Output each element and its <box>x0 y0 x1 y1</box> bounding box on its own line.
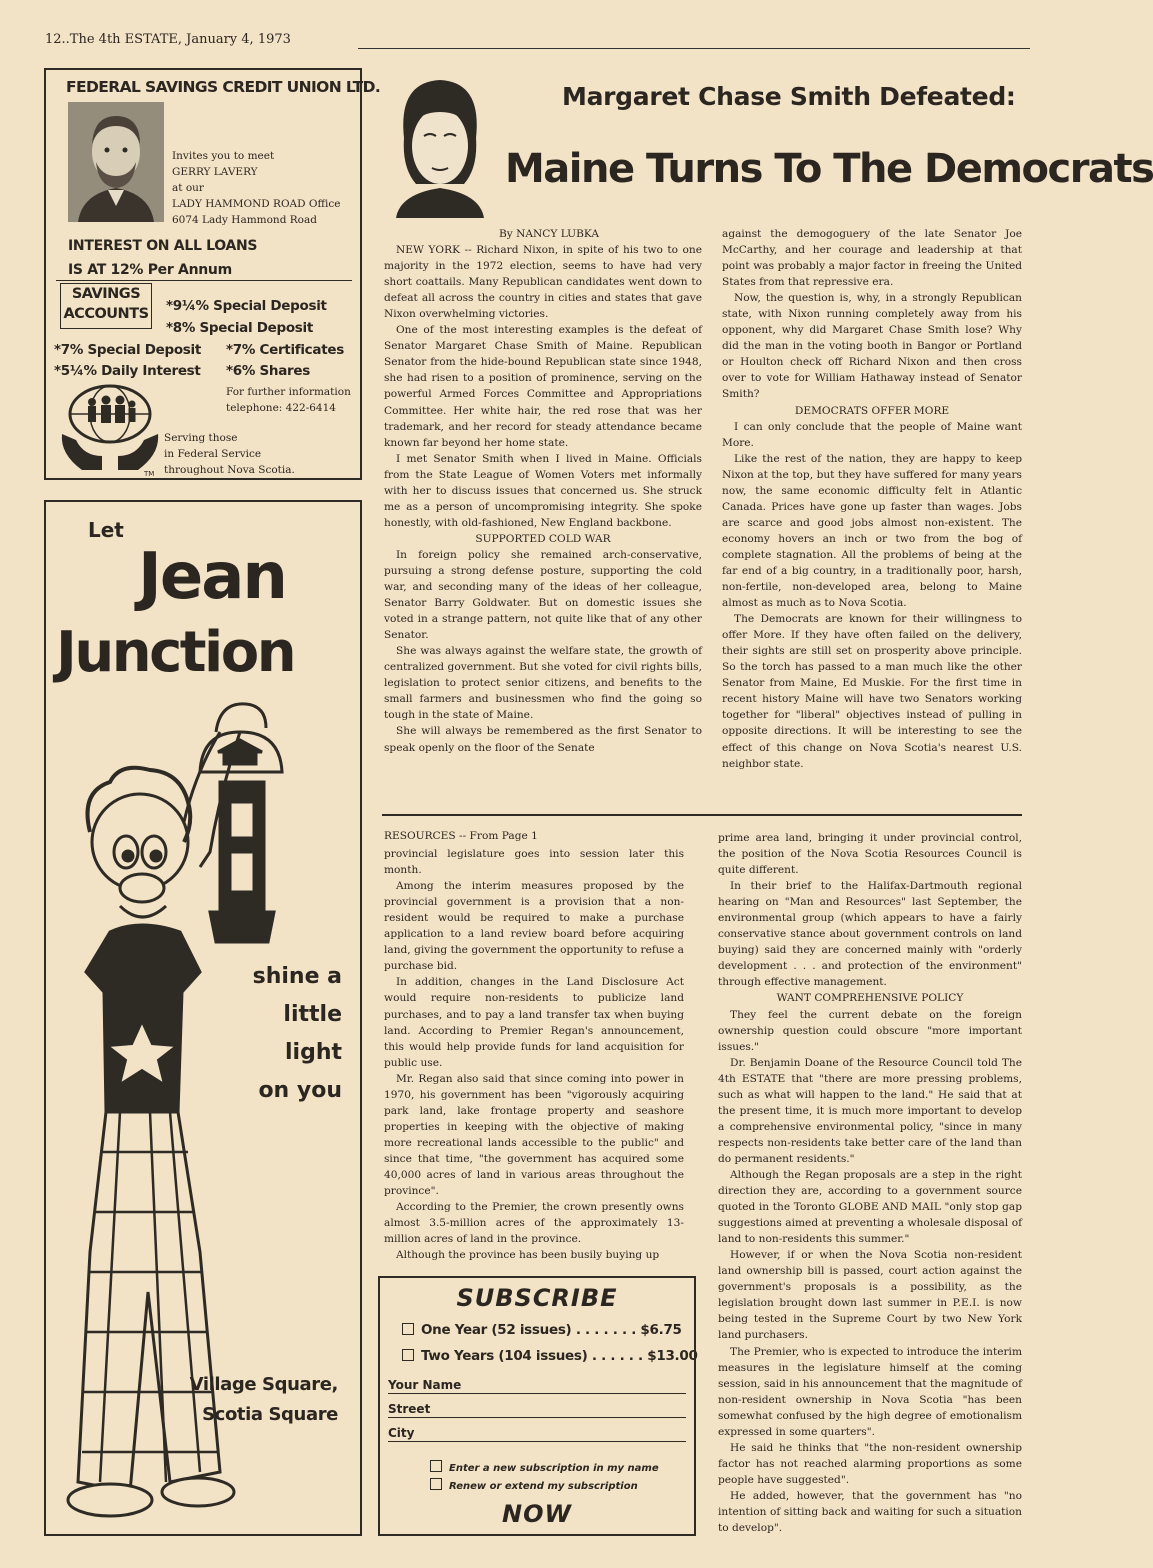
rate-item: *6% Shares <box>226 363 310 379</box>
contact-info <box>226 384 351 416</box>
serving-line: Serving those <box>164 432 238 444</box>
byline: By NANCY LUBKA <box>498 228 600 240</box>
resources-column-2 <box>718 830 1022 1536</box>
article-paragraph: Now, the question is, why, in a strongly Republican state, with Nixon running completely away from his opponent, why did Margaret Chase Smith lose? Why did the man in the voting booth in Bangor or Portland or Houlton check off Richard Nixon and then cross over to vote for William Hathaway instead of Senator Smith? <box>722 292 1022 401</box>
article-paragraph: They feel the current debate on the foreign ownership question could obscure "more important issues." <box>718 1008 1022 1053</box>
serving-line: throughout Nova Scotia. <box>164 464 295 476</box>
rate-item: *8% Special Deposit <box>166 320 314 336</box>
savings-line: SAVINGS <box>71 286 141 302</box>
invite-line: LADY HAMMOND ROAD Office <box>172 198 341 210</box>
rate-item: *5¼% Daily Interest <box>54 363 201 379</box>
tagline-line: little <box>283 1002 342 1027</box>
article-deck: Margaret Chase Smith Defeated: <box>562 82 1016 111</box>
option-label: Two Years (104 issues) . . . . . . $13.00 <box>421 1348 698 1364</box>
option-label: Renew or extend my subscription <box>449 1481 638 1492</box>
article-paragraph: I can only conclude that the people of Maine want More. <box>722 420 1022 449</box>
option-label: One Year (52 issues) . . . . . . . $6.75 <box>421 1322 682 1338</box>
credit-union-ad <box>44 68 381 480</box>
article-paragraph: In foreign policy she remained arch-conservative, pursuing a strong defense posture, supporting the cold war, and seconding many of the ideas of her colleague, Senator Barry Goldwater. But on domestic issues she voted in a strange pattern, not quite like that of any other Senator. <box>384 548 702 642</box>
article-paragraph: She was always against the welfare state, the growth of centralized government. But she voted for civil rights bills, legislation to protect senior citizens, and benefits to the small farmers and businessmen who find the going so tough in the state of Maine. <box>384 645 702 722</box>
savings-accounts-label <box>60 283 152 329</box>
one-year-option[interactable] <box>402 1322 682 1338</box>
article-column-2 <box>722 226 1022 772</box>
invite-line: GERRY LAVERY <box>172 166 258 178</box>
article-paragraph: According to the Premier, the crown presently owns almost 3.5-million acres of the approximately 13-million acres of land in the province. <box>384 1201 684 1246</box>
credit-union-title: FEDERAL SAVINGS CREDIT UNION LTD. <box>66 78 381 96</box>
article-paragraph: He said he thinks that "the non-resident ownership factor has not reached alarming proportions as some people have suggested". <box>718 1441 1022 1486</box>
portrait-man-icon <box>68 102 164 222</box>
rate-item: *7% Certificates <box>226 342 344 358</box>
address-line: Scotia Square <box>202 1404 338 1425</box>
ad-tagline <box>253 958 342 1110</box>
renew-subscription-option[interactable] <box>430 1478 638 1492</box>
article-headline: Maine Turns To The Democrats <box>505 146 1153 192</box>
ad-address <box>190 1370 338 1430</box>
article-paragraph: She will always be remembered as the first Senator to speak openly on the floor of the Senate <box>384 725 702 754</box>
name-field[interactable]: Your Name <box>388 1378 686 1394</box>
article-paragraph: In addition, changes in the Land Disclosure Act would require non-residents to publicize land purchases, and to pay a land transfer tax when buying land. According to Premier Regan's announcement, this would help provide funds for land acquisition for public use. <box>384 976 684 1069</box>
article-paragraph: The Premier, who is expected to introduce the interim measures in the legislature himself at the coming session, said in his announcement that the magnitude of non-resident ownership in Nova Scotia "has been somewhat confused by the high degree of emotionalism expressed in some quarters". <box>718 1345 1022 1438</box>
jean-junction-ad <box>44 500 362 1536</box>
two-year-checkbox[interactable] <box>402 1349 414 1361</box>
article-paragraph: provincial legislature goes into session later this month. <box>384 848 684 877</box>
option-label: Enter a new subscription in my name <box>449 1463 659 1474</box>
jump-line: RESOURCES -- From Page 1 <box>384 830 538 842</box>
resources-column-1 <box>384 828 684 1263</box>
article-paragraph: prime area land, bringing it under provincial control, the position of the Nova Scotia Resources Council is quite different. <box>718 832 1022 877</box>
serving-text <box>164 430 295 478</box>
article-paragraph: However, if or when the Nova Scotia non-resident land ownership bill is passed, court action against the government's proposals is a possibility, as the legislation brought down last summer in P.E.I. is now being tested in the Supreme Court by two New York land purchasers. <box>718 1249 1022 1342</box>
article-column-1 <box>384 226 702 756</box>
info-line: For further information <box>226 386 351 398</box>
ad-brand-junction: Junction <box>56 620 295 685</box>
section-divider <box>382 814 1022 816</box>
tagline-line: on you <box>258 1078 342 1103</box>
street-field[interactable]: Street <box>388 1402 686 1418</box>
gerry-lavery-photo <box>68 102 164 222</box>
tagline-line: light <box>284 1040 342 1065</box>
interest-line: INTEREST ON ALL LOANS <box>68 238 258 254</box>
article-paragraph: Like the rest of the nation, they are happy to keep Nixon at the top, but they have suffered for many years now, the same economic difficulty felt in Atlantic Canada. Prices have gone up faster than wages. Jobs are scarce and good jobs almost non-existent. The economy hovers an inch or two from the bog of complete stagnation. All the problems of being at the far end of a big country, in a traditionally poor, harsh, non-fertile, non-developed area, belong to Maine almost as much as to Nova Scotia. <box>722 452 1022 610</box>
ad-brand-jean: Jean <box>138 540 286 614</box>
article-subhead: SUPPORTED COLD WAR <box>475 532 611 545</box>
margaret-chase-smith-portrait <box>390 76 490 218</box>
article-paragraph: I met Senator Smith when I lived in Maine. Officials from the State League of Women Voters met informally with her to discuss issues that concerned us. She struck me as a person of uncompromising integrity. She spoke honestly, with old-fashioned, New England backbone. <box>384 452 702 529</box>
article-paragraph: NEW YORK -- Richard Nixon, in spite of his two to one majority in the 1972 election, seems to have had very short coattails. Many Republican candidates went down to defeat all across the country in cities and states that gave Nixon overwhelming victories. <box>384 244 702 321</box>
city-field[interactable]: City <box>388 1426 686 1442</box>
invite-line: 6074 Lady Hammond Road <box>172 214 317 226</box>
two-year-option[interactable] <box>402 1348 698 1364</box>
article-paragraph: He added, however, that the government has "no intention of sitting back and waiting for such a situation to develop". <box>718 1489 1022 1535</box>
trademark-label: TM <box>144 470 155 478</box>
invite-line: Invites you to meet <box>172 150 275 162</box>
subscribe-form <box>378 1276 696 1536</box>
invite-line: at our <box>172 182 204 194</box>
new-subscription-checkbox[interactable] <box>430 1460 442 1472</box>
address-line: Village Square, <box>189 1374 338 1395</box>
savings-line: ACCOUNTS <box>63 306 149 322</box>
new-subscription-option[interactable] <box>430 1460 659 1474</box>
article-subhead: WANT COMPREHENSIVE POLICY <box>776 992 964 1005</box>
article-subhead: DEMOCRATS OFFER MORE <box>794 404 950 417</box>
rate-item: *9¼% Special Deposit <box>166 298 327 314</box>
article-paragraph: The Democrats are known for their willingness to offer More. If they have often failed on the delivery, their sights are still set on prosperity above principle. So the torch has passed to a man much like the other Senator from Maine, Ed Muskie. For the first time in recent history Maine will have two Senators working together for "liberal" objectives instead of pulling in opposite directions. It will be interesting to see the effect of this change on Nova Scotia's nearest U.S. neighbor state. <box>722 613 1022 770</box>
interest-rate-text <box>68 234 257 282</box>
renew-subscription-checkbox[interactable] <box>430 1478 442 1490</box>
header-rule <box>358 48 1030 49</box>
tagline-line: shine a <box>252 964 342 989</box>
article-paragraph: One of the most interesting examples is the defeat of Senator Margaret Chase Smith of Maine. Republican Senator from the hide-bound Republican state since 1948, she had risen to a position of prominence, serving on the powerful Armed Forces Committee and Appropriations Committee. Her white hair, the red rose that was her trademark, and her record for steady attendance became known far beyond her home state. <box>384 324 702 449</box>
invite-text <box>172 148 340 228</box>
rate-item: *7% Special Deposit <box>54 342 202 358</box>
article-paragraph: In their brief to the Halifax-Dartmouth regional hearing on "Man and Resources" last September, the environmental group (which appears to have a fairly conservative stance about government controls on land buying) said they are concerned mainly with "orderly development . . . and protection of the environment" through effective management. <box>718 880 1022 989</box>
subscribe-title: SUBSCRIBE <box>456 1284 618 1312</box>
subscribe-now: NOW <box>502 1500 572 1528</box>
article-paragraph: Dr. Benjamin Doane of the Resource Council told The 4th ESTATE that "there are more pressing problems, such as what will happen to the land." He said that at the present time, it is much more important to develop a comprehensive environmental policy, "since in many respects non-residents take better care of the land than do permanent residents." <box>718 1056 1022 1165</box>
portrait-woman-icon <box>390 76 490 218</box>
page-header: 12..The 4th ESTATE, January 4, 1973 <box>45 32 291 47</box>
article-paragraph: Among the interim measures proposed by the provincial government is a provision that a non-resident would be required to make a purchase application to a land review board before acquiring land, giving the government the opportunity to refuse a purchase bid. <box>384 880 684 973</box>
article-paragraph: against the demogoguery of the late Senator Joe McCarthy, and her courage and leadership at that point was probably a major factor in freeing the United States from that repressive era. <box>722 228 1022 289</box>
ad-divider <box>56 280 352 281</box>
info-line: telephone: 422-6414 <box>226 402 336 414</box>
credit-union-logo-icon <box>58 384 162 476</box>
serving-line: in Federal Service <box>164 448 262 460</box>
article-paragraph: Although the Regan proposals are a step in the right direction they are, according to a government source quoted in the Toronto GLOBE AND MAIL "only stop gap suggestions aimed at preventing a wholesale disposal of land to non-residents this summer." <box>718 1168 1022 1246</box>
one-year-checkbox[interactable] <box>402 1323 414 1335</box>
ad-let-text: Let <box>88 518 124 542</box>
article-paragraph: Although the province has been busily buying up <box>396 1249 660 1262</box>
interest-line: IS AT 12% Per Annum <box>68 262 232 278</box>
article-paragraph: Mr. Regan also said that since coming into power in 1970, his government has been "vigorously acquiring park land, lake frontage property and seashore properties in keeping with the objective of making more recreational lands accessible to the public" and since that time, "the government has acquired some 40,000 acres of land in various areas throughout the province". <box>384 1072 684 1198</box>
